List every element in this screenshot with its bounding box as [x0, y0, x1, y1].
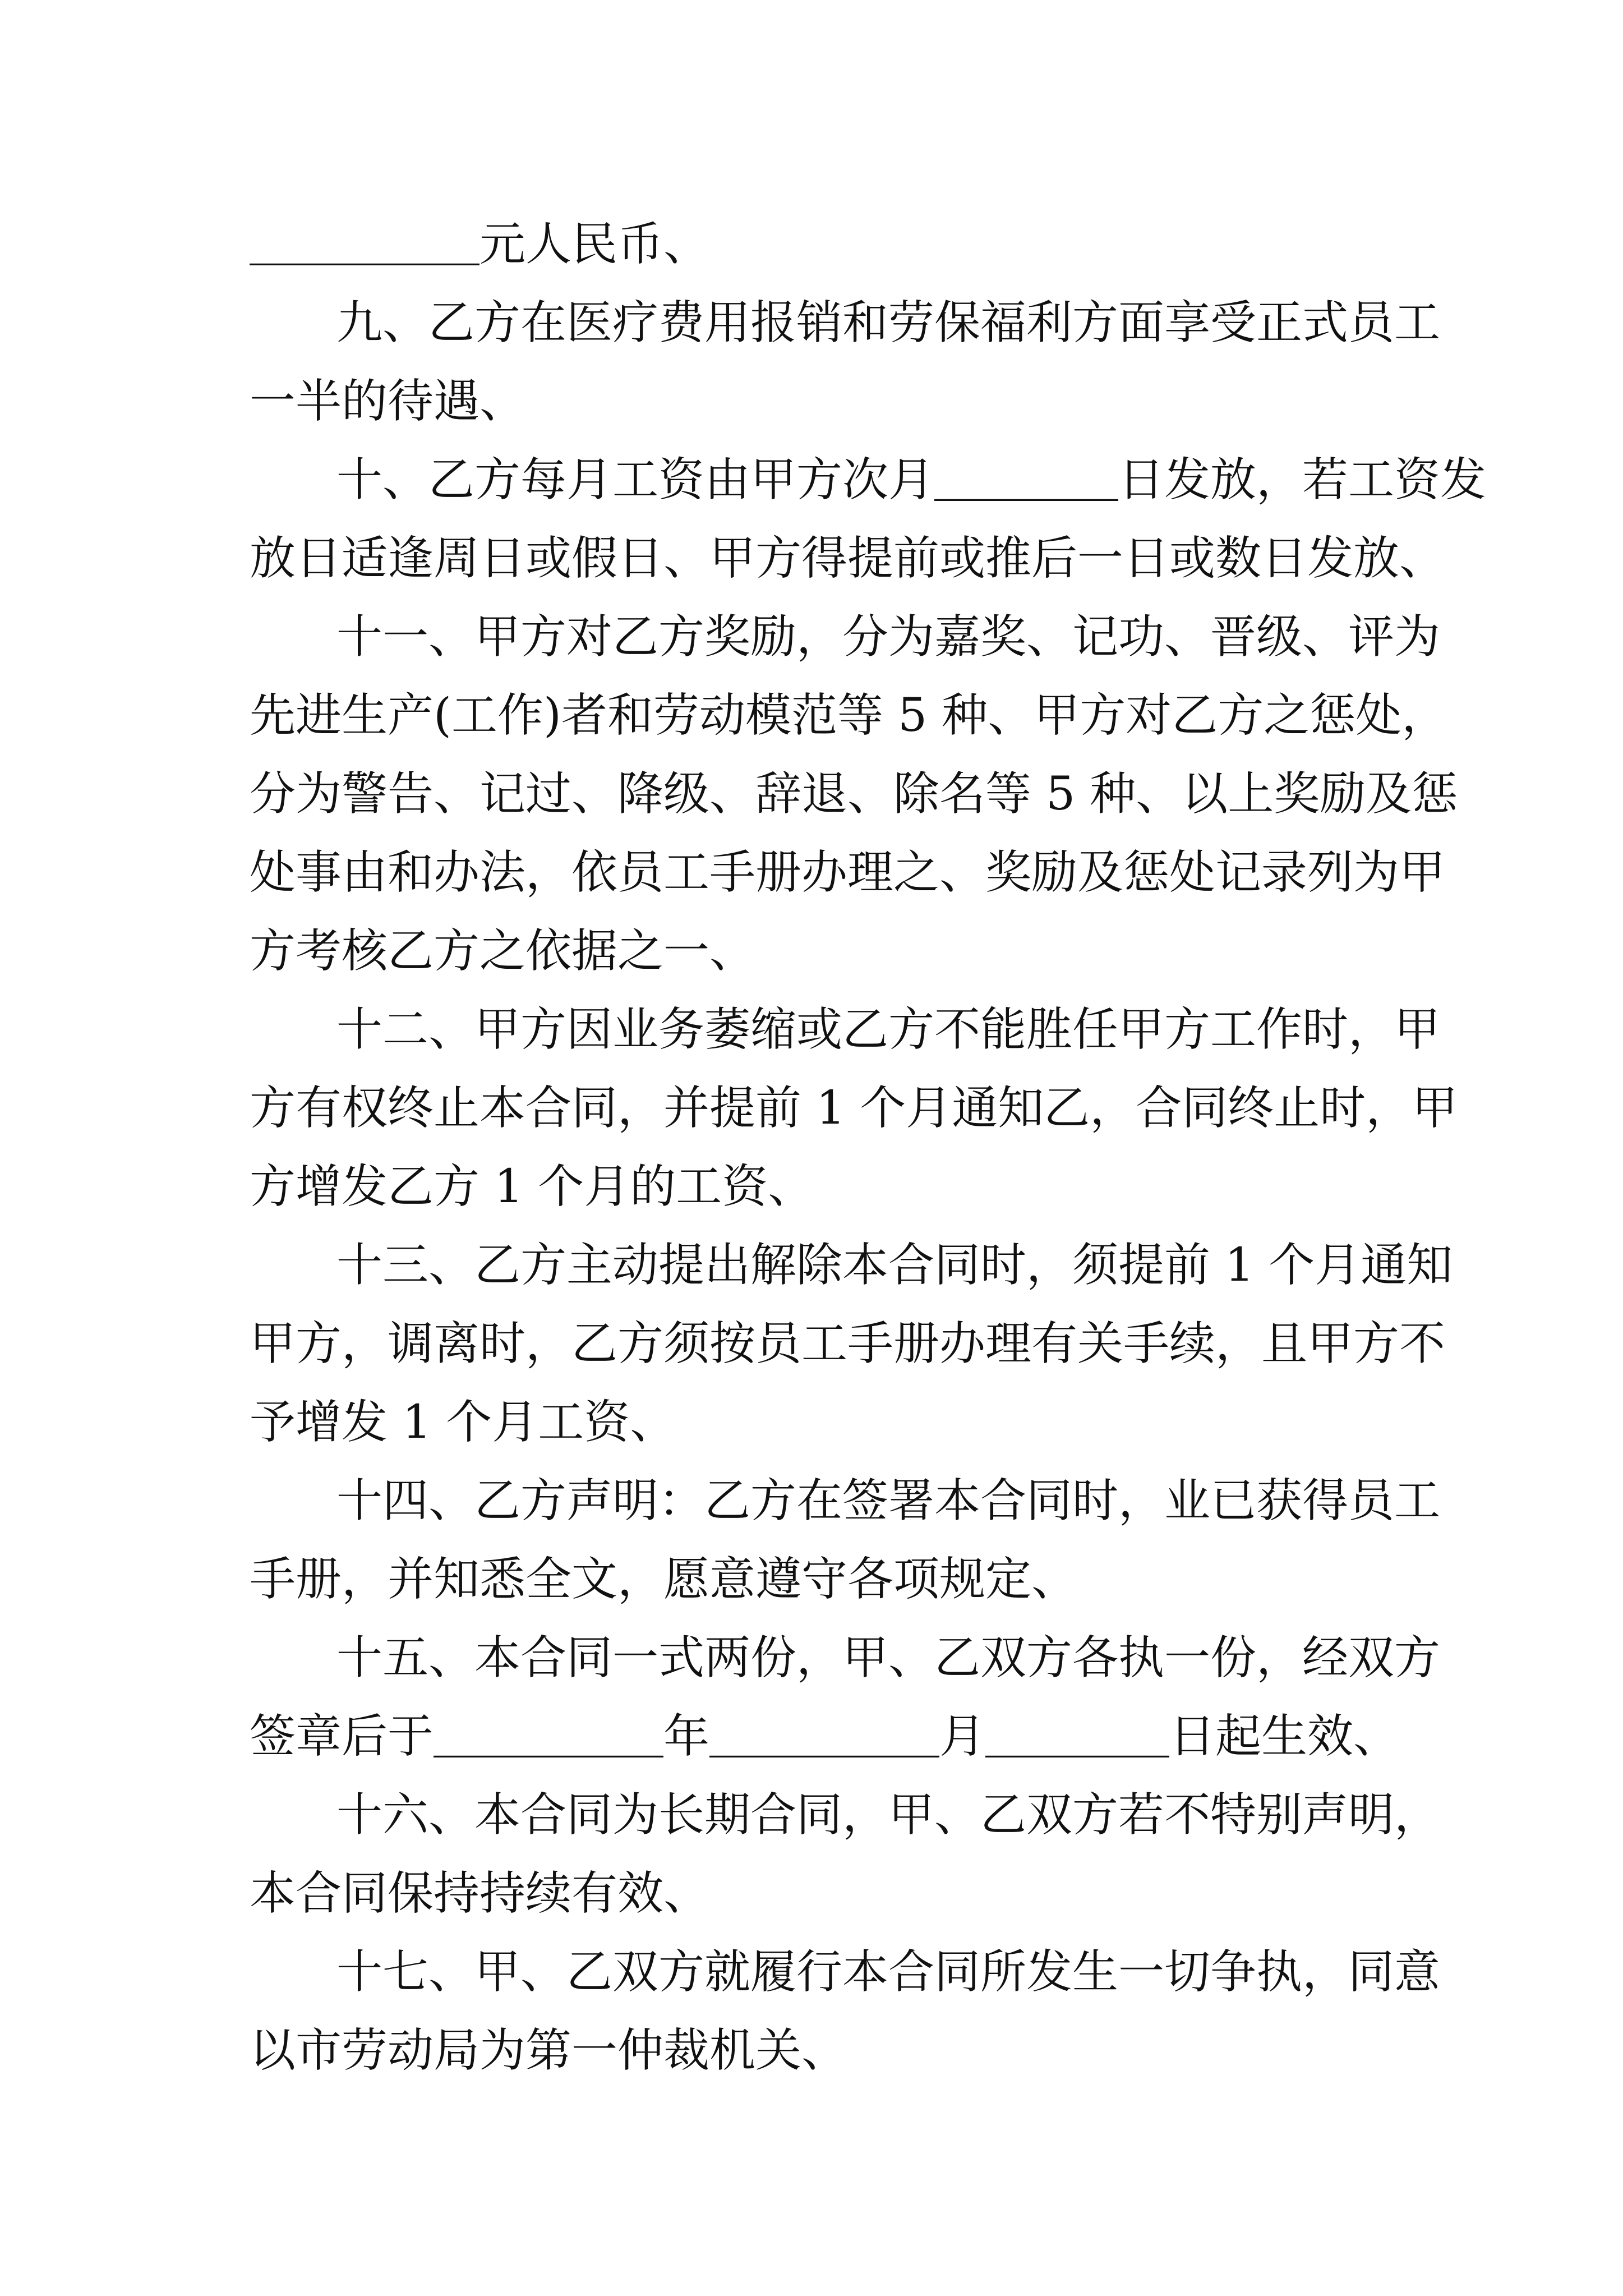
text-line-10: 方考核乙方之依据之一、 [250, 924, 756, 978]
text-line-15: 甲方，调离时，乙方须按员工手册办理有关手续，且甲方不 [250, 1317, 1446, 1370]
text-line-18: 手册，并知悉全文，愿意遵守各项规定、 [250, 1553, 1078, 1606]
text-line-16: 予增发 1 个月工资、 [250, 1396, 676, 1449]
text-line-5: 放日适逢周日或假日、甲方得提前或推后一日或数日发放、 [250, 532, 1446, 585]
text-line-23: 十七、甲、乙双方就履行本合同所发生一切争执，同意 [336, 1945, 1441, 1999]
text-line-12: 方有权终止本合同，并提前 1 个月通知乙，合同终止时，甲 [250, 1082, 1458, 1135]
text-line-24: 以市劳动局为第一仲裁机关、 [250, 2024, 848, 2077]
text-line-1: ＿＿＿＿＿元人民币、 [250, 218, 710, 271]
text-line-11: 十二、甲方因业务萎缩或乙方不能胜任甲方工作时，甲 [336, 1003, 1441, 1056]
text-line-14: 十三、乙方主动提出解除本合同时，须提前 1 个月通知 [336, 1239, 1453, 1292]
text-line-17: 十四、乙方声明：乙方在签署本合同时，业已获得员工 [336, 1474, 1441, 1527]
text-line-7: 先进生产(工作)者和劳动模范等 5 种、甲方对乙方之惩处， [250, 689, 1448, 742]
text-line-22: 本合同保持持续有效、 [250, 1867, 710, 1920]
text-line-3: 一半的待遇、 [250, 375, 526, 428]
text-line-9: 处事由和办法，依员工手册办理之、奖励及惩处记录列为甲 [250, 846, 1446, 899]
text-line-19: 十五、本合同一式两份，甲、乙双方各执一份，经双方 [336, 1631, 1441, 1685]
text-line-21: 十六、本合同为长期合同，甲、乙双方若不特别声明， [336, 1788, 1441, 1842]
text-line-8: 分为警告、记过、降级、辞退、除名等 5 种、以上奖励及惩 [250, 767, 1458, 821]
text-line-13: 方增发乙方 1 个月的工资、 [250, 1160, 814, 1213]
text-line-2: 九、乙方在医疗费用报销和劳保福利方面享受正式员工 [336, 296, 1441, 349]
text-line-20: 签章后于＿＿＿＿＿年＿＿＿＿＿月＿＿＿＿日起生效、 [250, 1710, 1400, 1763]
text-line-4: 十、乙方每月工资由甲方次月＿＿＿＿日发放，若工资发 [336, 453, 1487, 507]
text-line-6: 十一、甲方对乙方奖励，分为嘉奖、记功、晋级、评为 [336, 610, 1441, 664]
